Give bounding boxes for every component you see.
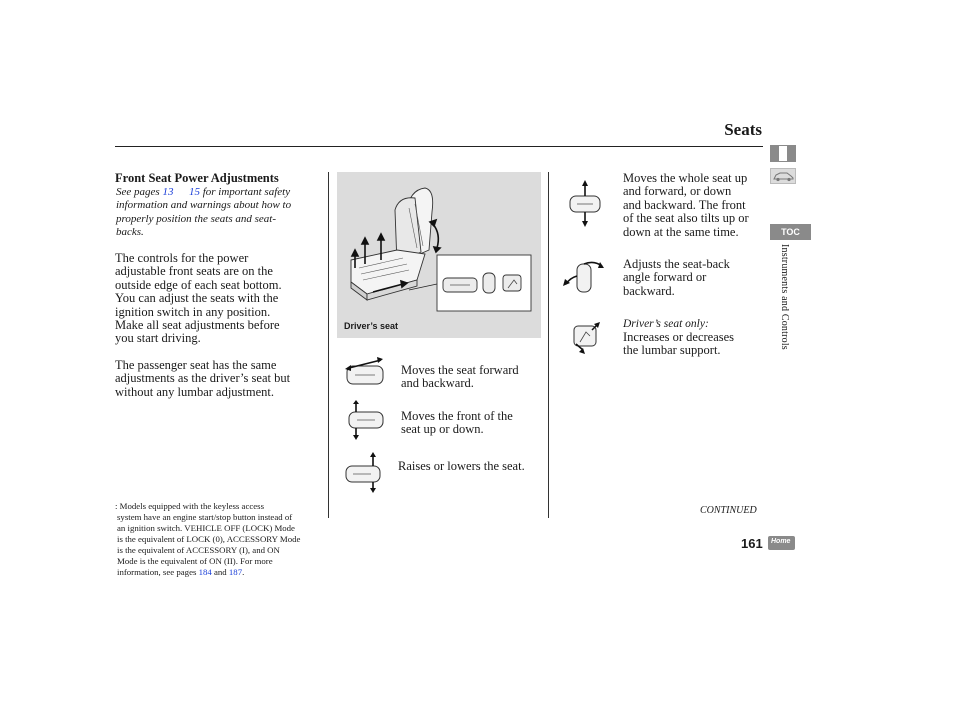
page-link-184[interactable]: 184 (198, 567, 212, 577)
text-line: Moves the whole seat up (623, 171, 748, 185)
safety-reference-line: backs. (116, 226, 144, 238)
header-rule (115, 146, 763, 147)
text-line: backward. (623, 283, 675, 298)
item-forward-backward (401, 364, 519, 391)
lumbar-switch-icon (566, 320, 608, 356)
section-tab-label[interactable]: Instruments and Controls (779, 244, 790, 350)
safety-reference-line: information and warnings about how to (116, 199, 292, 211)
section-heading: Front Seat Power Adjustments (115, 171, 279, 185)
footnote-line: is the equivalent of LOCK (0), ACCESSORY Mode (117, 534, 301, 544)
seat-drawing (337, 172, 541, 338)
home-button[interactable] (768, 536, 795, 550)
footnote-line: : Models equipped with the keyless access (115, 501, 265, 511)
text-line: Moves the seat forward (401, 363, 519, 377)
item-lumbar (623, 331, 734, 358)
text-line: angle forward or (623, 270, 707, 285)
text-line: ignition switch in any position. (115, 304, 271, 319)
car-icon[interactable] (770, 168, 796, 184)
height-switch-icon (343, 452, 389, 494)
footnote-line: Mode is the equivalent of ON (II). For more (117, 556, 273, 566)
passenger-paragraph (115, 359, 290, 399)
footnote-line: an ignition switch. VEHICLE OFF (LOCK) Mode (117, 523, 295, 533)
column-divider (328, 172, 329, 518)
text-line: seat up or down. (401, 422, 484, 437)
item-seat-back (623, 258, 730, 298)
page-link-13[interactable]: 13 (162, 186, 174, 198)
slide-switch-icon (343, 355, 389, 391)
see-pages-text-end: for important safety (199, 186, 291, 198)
toc-button[interactable]: TOC (770, 224, 811, 240)
text-line: You can adjust the seats with the (115, 291, 279, 306)
footnote (115, 501, 325, 578)
text-line: of the seat also tilts up or (623, 211, 749, 226)
drivers-seat-only-label: Driver’s seat only: (623, 318, 709, 330)
safety-reference-line: properly position the seats and seat- (116, 213, 276, 225)
intro-paragraph (115, 252, 282, 346)
text-line: adjustable front seats are on the (115, 264, 273, 279)
footnote-text: . (242, 567, 245, 577)
footnote-line: system have an engine start/stop button instead of (117, 512, 293, 522)
page-title: Seats (724, 120, 762, 139)
continued-label: CONTINUED (700, 505, 757, 516)
text-line: Raises or lowers the seat. (398, 459, 525, 473)
text-line: Increases or decreases (623, 330, 735, 344)
text-line: and forward, or down (623, 184, 732, 199)
text-line: The controls for the power (115, 251, 249, 265)
item-front-up-down (401, 410, 513, 437)
text-line: and backward. The front (623, 197, 746, 212)
text-line: you start driving. (115, 331, 201, 346)
item-whole-seat (623, 172, 749, 239)
text-line: without any lumbar adjustment. (115, 384, 275, 399)
text-line: the lumbar support. (623, 343, 721, 358)
footnote-text: information, see pages (117, 567, 199, 577)
front-tilt-switch-icon (343, 400, 389, 440)
text-line: Make all seat adjustments before (115, 318, 280, 333)
text-line: The passenger seat has the same (115, 358, 277, 372)
item-raise-lower (398, 460, 525, 473)
whole-seat-switch-icon (565, 180, 605, 228)
page-link-187[interactable]: 187 (228, 567, 243, 577)
page-link-15[interactable]: 15 (188, 186, 200, 198)
text-line: Moves the front of the (401, 409, 513, 423)
footnote-line (115, 567, 325, 578)
seat-illustration (337, 172, 541, 338)
page-number: 161 (741, 536, 763, 551)
figure-caption: Driver’s seat (344, 321, 399, 331)
text-line: adjustments as the driver’s seat but (115, 371, 291, 386)
see-pages-text: See pages (116, 186, 160, 198)
text-line: and backward. (401, 376, 474, 391)
text-line: down at the same time. (623, 224, 739, 239)
recline-switch-icon (562, 258, 606, 298)
footnote-line: is the equivalent of ACCESSORY (I), and ON (117, 545, 280, 555)
footnote-text: and (211, 567, 229, 577)
text-line: outside edge of each seat bottom. (115, 277, 282, 292)
column-divider (548, 172, 549, 518)
safety-reference (116, 186, 290, 199)
info-icon[interactable] (770, 145, 796, 162)
home-label: Home (771, 538, 791, 545)
text-line: Adjusts the seat-back (623, 257, 730, 271)
